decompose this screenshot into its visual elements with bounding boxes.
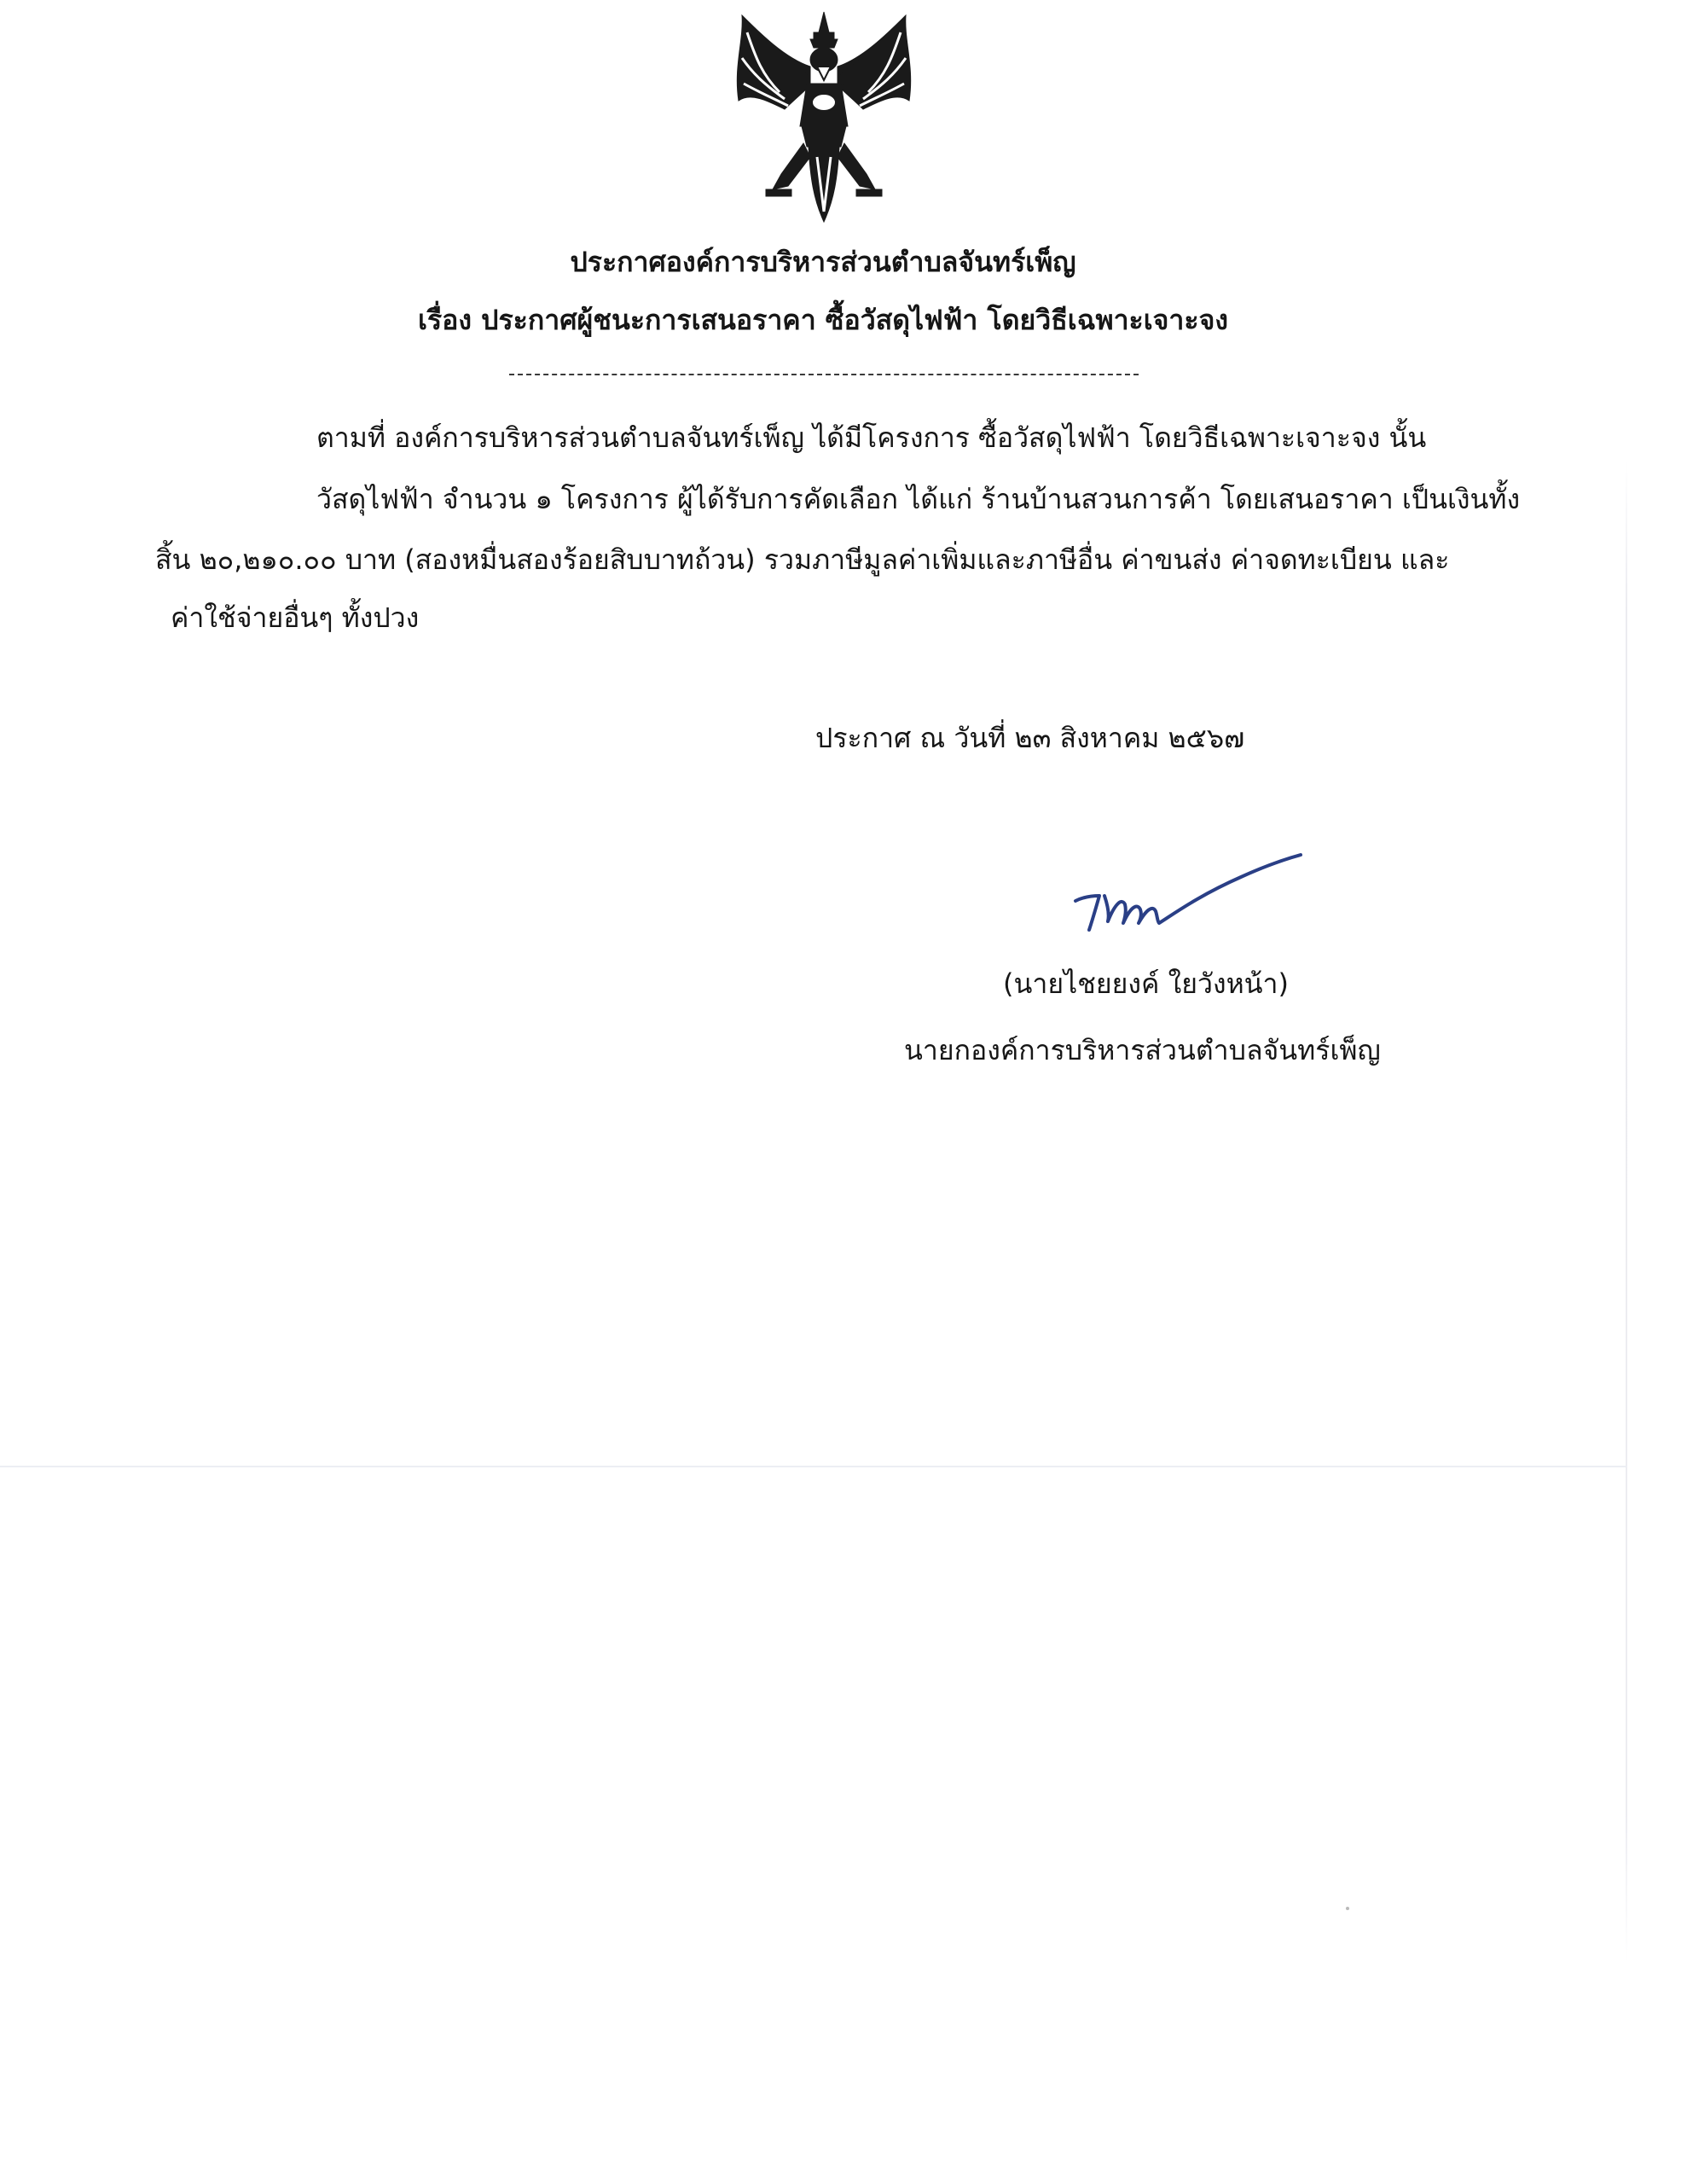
- scan-fold-line: [0, 1466, 1627, 1467]
- signer-name: (นายไชยยงค์ ใยวังหน้า): [1003, 967, 1289, 1000]
- scan-edge-shadow: [1626, 461, 1627, 1962]
- body-line-4: ค่าใช้จ่ายอื่นๆ ทั้งปวง: [171, 601, 420, 634]
- body-line-1: ตามที่ องค์การบริหารส่วนตำบลจันทร์เพ็ญ ได้มีโครงการ ซื้อวัสดุไฟฟ้า โดยวิธีเฉพาะเจาะจง นั้น: [316, 421, 1427, 454]
- body-line-2: วัสดุไฟฟ้า จำนวน ๑ โครงการ ผู้ได้รับการคัดเลือก ได้แก่ ร้านบ้านสวนการค้า โดยเสนอราคา เป็นเงินทั้ง: [316, 483, 1521, 515]
- announcement-subject: เรื่อง ประกาศผู้ชนะการเสนอราคา ซื้อวัสดุไฟฟ้า โดยวิธีเฉพาะเจาะจง: [418, 304, 1228, 336]
- scan-speck: [1346, 1907, 1349, 1910]
- signer-title: นายกองค์การบริหารส่วนตำบลจันทร์เพ็ญ: [904, 1034, 1381, 1066]
- signature-icon: [1070, 851, 1309, 945]
- garuda-emblem-icon: [725, 7, 923, 230]
- body-line-3: สิ้น ๒๐,๒๑๐.๐๐ บาท (สองหมื่นสองร้อยสิบบาทถ้วน) รวมภาษีมูลค่าเพิ่มและภาษีอื่น ค่าขนส่ง ค่าจดทะเบียน และ: [155, 543, 1450, 576]
- dashed-divider: [509, 374, 1139, 375]
- announcement-date: ประกาศ ณ วันที่ ๒๓ สิงหาคม ๒๕๖๗: [815, 722, 1245, 754]
- announcement-title: ประกาศองค์การบริหารส่วนตำบลจันทร์เพ็ญ: [570, 246, 1076, 278]
